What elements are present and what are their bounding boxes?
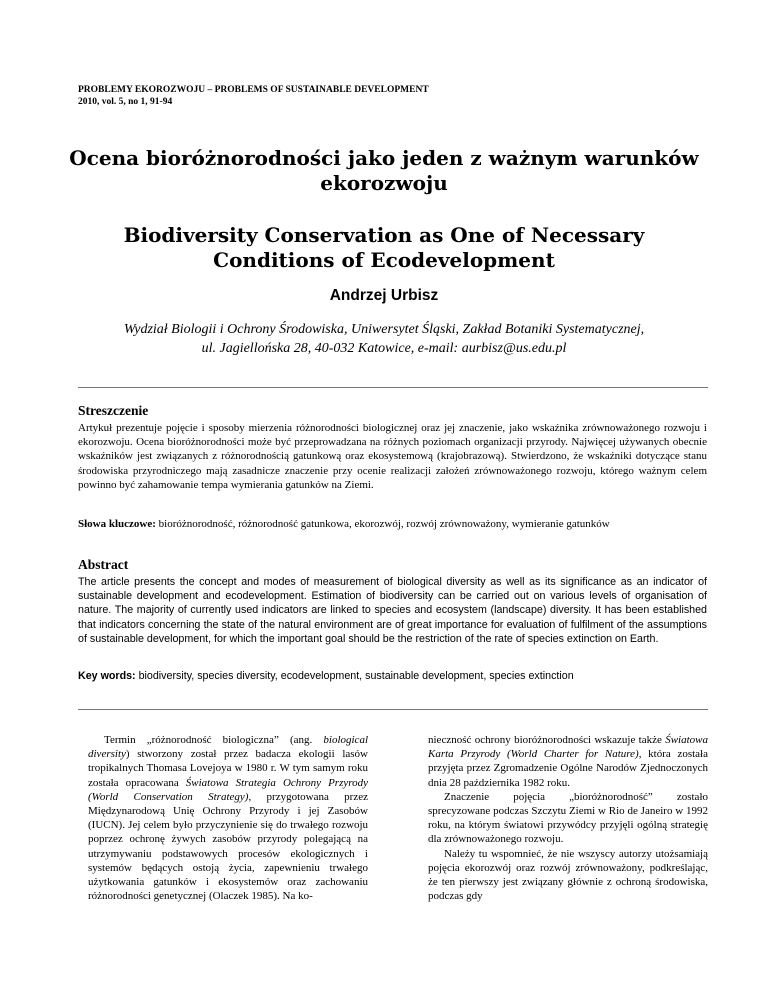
title-english: Biodiversity Conservation as One of Necessary Conditions of Ecodevelopment (123, 223, 645, 272)
body-paragraph-3: Należy tu wspomnieć, że nie wszyscy autorzy utożsamiają pojęcia ekorozwój oraz rozwój zrównoważony, podkreślając, że ten pierwszy jest związany głównie z ochroną środowiska, podczas gdy (428, 847, 708, 903)
journal-name: PROBLEMY EKOROZWOJU – PROBLEMS OF SUSTAINABLE DEVELOPMENT (78, 85, 429, 95)
body-paragraph-2: Znaczenie pojęcia „bioróżnorodność” zostało sprecyzowane podczas Szczytu Ziemi w Rio de Janeiro w 1992 roku, na którym światowi przywódcy przyjęli ogólną strategię dla zrównoważonego rozwoju. (428, 790, 708, 846)
author-name: Andrzej Urbisz (329, 287, 439, 304)
body-column-left (88, 733, 368, 903)
streszczenie-heading: Streszczenie (78, 403, 149, 418)
body-text-segment: Termin „różnorodność biologiczna” (ang. (104, 734, 324, 746)
body-text-italic: Światowa Strategia Ochrony Przyrody (World Conservation Strategy) (88, 776, 368, 803)
body-text-italic: Światowa Karta Przyrody (World Charter for Nature) (428, 734, 708, 761)
body-text-segment: nieczność ochrony bioróżnorodności wskazuje także (428, 734, 666, 746)
title-polish: Ocena bioróżnorodności jako jeden z ważnym warunków ekorozwoju (69, 146, 699, 195)
abstract-keywords (78, 669, 707, 683)
body-text-segment: , przygotowana przez Międzynarodową Unię Ochrony Przyrody i jej Zasobów (IUCN). Jej celem było przyczynienie się do trwałego rozwoju poprzez ochronę żywych zasobów przyrody polegającą na utrzymywaniu podstawowych procesów ekologicznych i systemów będących ostoją życia, zapewnieniu trwałego użytkowania gatunków i ekosystemów oraz zachowaniu różnorodności genetycznej (Olaczek 1985). Na ko- (88, 790, 368, 903)
divider-top (78, 387, 708, 388)
streszczenie-keywords (78, 517, 707, 531)
streszczenie-keywords-label: Słowa kluczowe: (78, 518, 156, 530)
streszczenie-text: Artykuł prezentuje pojęcie i sposoby mierzenia różnorodności biologicznej oraz jej znaczenie, jako wskaźnika zrównoważonego rozwoju i ekorozwoju. Ocena bioróżnorodności może być przeprowadzana na różnych poziomach organizacji przyrody. Najwięcej używanych obecnie wskaźników jest związanych z różnorodnością gatunkową oraz ekosystemową (krajobrazową). Stwierdzono, że wskaźniki dotyczące stanu środowiska przyrodniczego mają zasadnicze znaczenie przy ocenie realizacji założeń zrównoważonego rozwoju, którego ważnym celem powinno być zahamowanie tempa wymierania gatunków na Ziemi. (78, 422, 707, 491)
body-paragraph-continued (428, 733, 708, 790)
affiliation (60, 321, 708, 358)
abstract-keywords-label: Key words: (78, 670, 136, 682)
journal-header (78, 84, 429, 108)
body-column-right (428, 733, 708, 903)
streszczenie-keywords-list: bioróżnorodność, różnorodność gatunkowa, ekorozwój, rozwój zrównoważony, wymieranie gatunków (158, 518, 610, 530)
journal-issue: 2010, vol. 5, no 1, 91-94 (78, 97, 173, 107)
divider-bottom (78, 709, 708, 710)
body-paragraph-1 (88, 733, 368, 903)
abstract-text: The article presents the concept and modes of measurement of biological diversity as well as its significance as an indicator of sustainable development and ecodevelopment. Estimation of biodiversity can be carried out on various levels of organisation of nature. The majority of currently used indicators are linked to species and ecosystem (landscape) diversity. It has been established that indicators concerning the state of the natural environment are of great importance for evaluation of fulfilment of the assumptions of sustainable development, for which the important goal should be the restriction of the rate of species extinction on Earth. (78, 576, 707, 645)
affiliation-line-1: Wydział Biologii i Ochrony Środowiska, Uniwersytet Śląski, Zakład Botaniki Systematycznej, (123, 322, 645, 337)
body-text-segment: , która została przyjęta przez Zgromadzenie Ogólne Narodów Zjednoczonych dnia 28 października 1982 roku. (428, 748, 708, 789)
abstract-heading: Abstract (78, 557, 129, 572)
affiliation-line-2: ul. Jagiellońska 28, 40-032 Katowice, e-mail: aurbisz@us.edu.pl (201, 340, 567, 356)
body-text-segment: ) stworzony został przez badacza ekologii lasów tropikalnych Thomasa Lovejoya w 1980 r. W tym samym roku została opracowana (88, 748, 368, 789)
body-text-italic: biological diversity (88, 734, 368, 761)
abstract-keywords-list: biodiversity, species diversity, ecodevelopment, sustainable development, species extinction (138, 670, 574, 682)
